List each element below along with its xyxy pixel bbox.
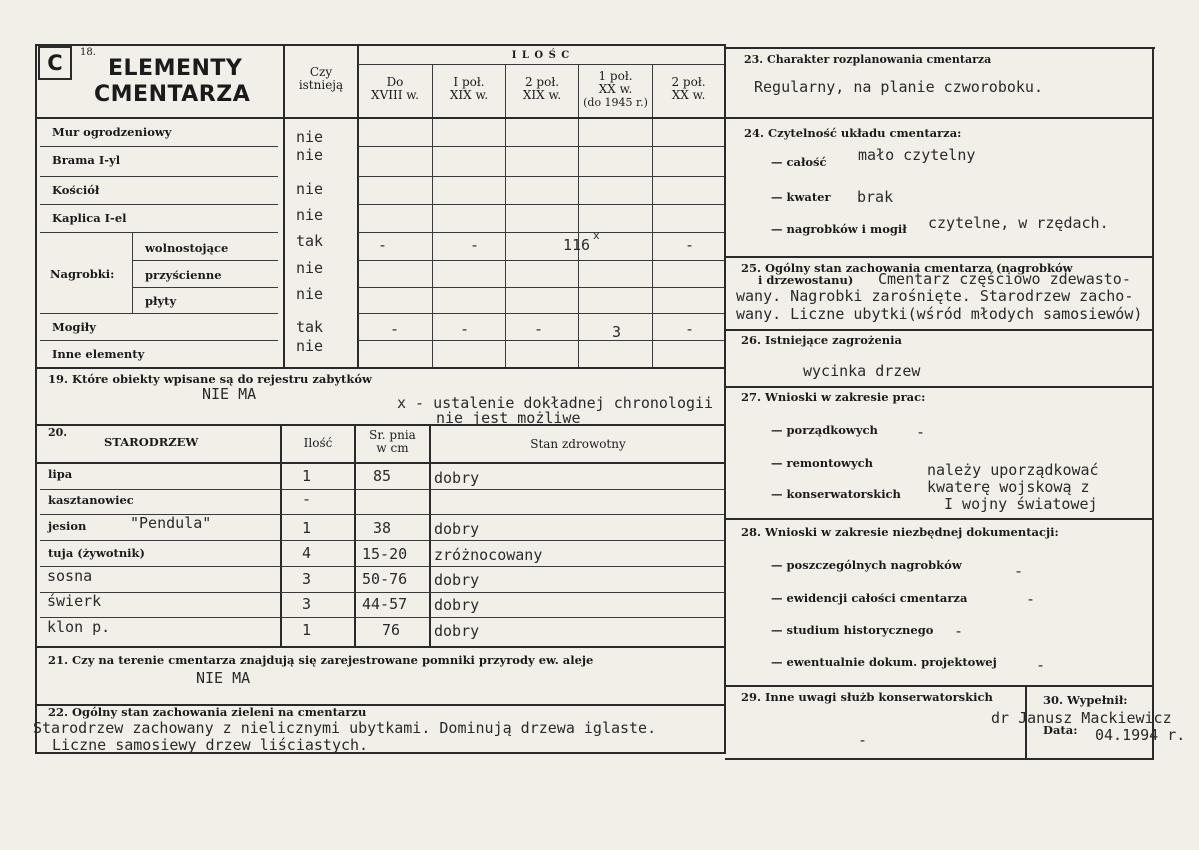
section-28-item-label: — studium historycznego	[771, 623, 934, 637]
value-mur: nie	[296, 128, 324, 146]
grid-line	[429, 424, 431, 646]
grid-line	[725, 256, 1153, 258]
frame-right	[1152, 47, 1154, 760]
qty-mogily-2pol-xx: -	[685, 320, 695, 338]
tree-qty: 1	[302, 621, 312, 639]
qty-mogily-1pol-xx: 3	[612, 323, 622, 341]
tree-qty: 4	[302, 544, 312, 562]
section-26-label: 26. Istniejące zagrożenia	[741, 333, 902, 347]
tree-qty: 1	[302, 467, 312, 485]
qty-wolno-footnote-mark: x	[593, 229, 600, 242]
section-28-item-label: — ewidencji całości cmentarza	[771, 591, 968, 605]
section-27-konserwatorskich-label: — konserwatorskich	[771, 487, 901, 501]
section-22-line1: Starodrzew zachowany z nielicznymi ubytkami. Dominują drzewa iglaste.	[33, 719, 657, 737]
section-20-number: 20.	[48, 426, 68, 439]
footnote-line2: nie jest możliwe	[436, 409, 581, 427]
section-28-item-value: -	[1036, 656, 1046, 674]
period-header: 2 poł. XIX w.	[522, 75, 562, 102]
value-brama: nie	[296, 146, 324, 164]
grid-line	[132, 233, 133, 313]
col-ilosc: Ilość	[303, 436, 333, 450]
section-28-item-label: — ewentualnie dokum. projektowej	[771, 655, 997, 669]
section-27-porzadkowych-value: -	[916, 423, 926, 441]
grid-line	[354, 424, 356, 646]
period-header: Do XVIII w.	[371, 75, 419, 102]
grid-line	[432, 64, 433, 367]
section-22-line2: Liczne samosiewy drzew liściastych.	[52, 736, 369, 754]
grid-line	[358, 340, 724, 341]
grid-line	[358, 176, 724, 177]
period-header: 1 poł. XX w. (do 1945 r.)	[583, 69, 648, 109]
qty-wolno-2pol-xix: 116	[563, 236, 591, 254]
card-letter-box: C	[38, 46, 72, 80]
grid-line	[725, 758, 1153, 760]
grid-line	[40, 204, 278, 205]
period-header: 2 poł. XX w.	[671, 75, 706, 102]
grid-line	[652, 64, 653, 367]
section-21-label: 21. Czy na terenie cmentarza znajdują się zarejestrowane pomniki przyrody ew. aleje	[48, 653, 594, 667]
section-24-calosc-label: — całość	[771, 155, 827, 169]
tree-health: dobry	[434, 469, 480, 487]
value-wolnostojace: tak	[296, 232, 324, 250]
section-23-label: 23. Charakter rozplanowania cmentarza	[744, 53, 992, 66]
value-plyty: nie	[296, 285, 324, 303]
value-kaplica: nie	[296, 206, 324, 224]
tree-health: dobry	[434, 520, 480, 538]
section-25-value-line2: wany. Nagrobki zarośnięte. Starodrzew zacho-	[736, 287, 1134, 305]
qty-wolno-1pol-xix: -	[470, 236, 480, 254]
tree-name: lipa	[48, 467, 73, 481]
grid-line	[358, 287, 724, 288]
tree-qty: 1	[302, 519, 312, 537]
section-24-label: 24. Czytelność układu cmentarza:	[744, 126, 962, 140]
row-label-brama: Brama I-yl	[52, 153, 121, 167]
section-26-value: wycinka drzew	[803, 362, 921, 380]
row-label-inne: Inne elementy	[52, 347, 145, 361]
grid-line	[725, 329, 1153, 331]
section-25-label-line2: i drzewostanu)	[758, 273, 854, 287]
section-25-value-line3: wany. Liczne ubytki(wśród młodych samosiewów)	[736, 305, 1143, 323]
tree-qty: 3	[302, 595, 312, 613]
tree-health: dobry	[434, 571, 480, 589]
section-24-nagrobkow-value: czytelne, w rzędach.	[928, 214, 1109, 232]
section-24-nagrobkow-label: — nagrobków i mogił	[771, 222, 907, 236]
grid-line	[133, 287, 278, 288]
section-23-value: Regularny, na planie czworoboku.	[754, 78, 1043, 96]
section-24-calosc-value: mało czytelny	[858, 146, 976, 164]
tree-diameter: 85	[373, 467, 392, 485]
exists-header: Czy istnieją	[298, 65, 344, 92]
grid-line	[40, 232, 278, 233]
section-24-kwater-label: — kwater	[771, 190, 831, 204]
row-label-kosciol: Kościół	[52, 183, 100, 197]
tree-name: tuja (żywotnik)	[48, 546, 145, 560]
section-25-value-line1: Cmentarz częściowo zdewasto-	[878, 270, 1131, 288]
section-28-item-label: — poszczególnych nagrobków	[771, 558, 962, 572]
tree-diameter: 38	[373, 519, 392, 537]
tree-qty: -	[302, 490, 312, 508]
grid-line	[358, 64, 724, 65]
row-label-przyscienne: przyścienne	[145, 268, 222, 282]
tree-health: dobry	[434, 622, 480, 640]
section-25-label-line1: 25. Ogólny stan zachowania cmentarza (nagrobków	[741, 261, 1073, 275]
section-title-line2: CMENTARZA	[94, 82, 251, 107]
grid-line	[283, 44, 285, 367]
date-value: 04.1994 r.	[1095, 726, 1186, 744]
qty-mogily-1pol-xix: -	[460, 320, 470, 338]
tree-name: jesion	[48, 519, 87, 533]
col-sr-pnia: Sr. pnia w cm	[369, 428, 416, 455]
grid-line	[40, 592, 725, 593]
grid-line	[35, 424, 725, 426]
grid-line	[35, 117, 725, 119]
grid-line	[358, 313, 724, 314]
tree-diameter: 15-20	[362, 545, 408, 563]
tree-diameter: 50-76	[362, 570, 408, 588]
date-label: Data:	[1043, 723, 1078, 737]
section-22-label: 22. Ogólny stan zachowania zieleni na cmentarzu	[48, 705, 367, 719]
value-inne: nie	[296, 337, 324, 355]
row-label-mur: Mur ogrodzeniowy	[52, 125, 172, 139]
col-stan-zdrowotny: Stan zdrowotny	[530, 437, 626, 451]
grid-line	[280, 424, 282, 646]
period-header: I poł. XIX w.	[449, 75, 489, 102]
footnote-line1: x - ustalenie dokładnej chronologii	[397, 394, 714, 412]
section-19-value: NIE MA	[202, 385, 257, 403]
section-29-value: -	[858, 731, 868, 749]
row-label-mogily: Mogiły	[52, 320, 96, 334]
section-27-remontowych-label: — remontowych	[771, 456, 874, 470]
row-label-kaplica: Kaplica I-el	[52, 211, 127, 225]
section-27-value-line1: należy uporządkować	[927, 461, 1099, 479]
grid-line	[40, 566, 725, 567]
tree-name: kasztanowiec	[48, 493, 134, 507]
quantity-header: I L O Ś C	[511, 50, 571, 61]
grid-line	[133, 260, 278, 261]
grid-line	[35, 462, 725, 464]
tree-health: zróżnocowany	[434, 546, 543, 564]
grid-line	[725, 518, 1153, 520]
grid-line	[725, 386, 1153, 388]
row-label-plyty: płyty	[145, 294, 177, 308]
section-19-label: 19. Które obiekty wpisane są do rejestru zabytków	[48, 372, 372, 386]
grid-line	[40, 489, 725, 490]
section-28-label: 28. Wnioski w zakresie niezbędnej dokumentacji:	[741, 525, 1059, 539]
tree-variety: "Pendula"	[130, 514, 212, 532]
row-label-nagrobki: Nagrobki:	[50, 267, 115, 281]
section-24-kwater-value: brak	[857, 188, 894, 206]
grid-line	[358, 146, 724, 147]
section-30-label: 30. Wypełnił:	[1043, 693, 1128, 707]
section-20-title: STARODRZEW	[104, 435, 199, 449]
section-number: 18.	[80, 47, 96, 58]
grid-line	[40, 146, 278, 147]
section-28-item-value: -	[954, 622, 964, 640]
grid-line	[725, 685, 1153, 687]
tree-diameter: 44-57	[362, 595, 408, 613]
section-27-value-line3: I wojny światowej	[944, 495, 1098, 513]
section-27-value-line2: kwaterę wojskową z	[927, 478, 1090, 496]
grid-line	[40, 340, 278, 341]
grid-line	[40, 176, 278, 177]
section-28-item-value: -	[1026, 590, 1036, 608]
value-przyscienne: nie	[296, 259, 324, 277]
qty-wolno-2pol-xx: -	[685, 236, 695, 254]
qty-mogily-2pol-xix: -	[534, 320, 544, 338]
grid-line	[35, 646, 725, 648]
grid-line	[358, 232, 724, 233]
tree-name: klon p.	[47, 618, 111, 636]
qty-mogily-xviii: -	[390, 320, 400, 338]
section-29-label: 29. Inne uwagi służb konserwatorskich	[741, 690, 993, 704]
grid-line	[505, 64, 506, 367]
row-label-wolnostojace: wolnostojące	[145, 241, 229, 255]
tree-qty: 3	[302, 570, 312, 588]
tree-name: świerk	[47, 592, 102, 610]
tree-health: dobry	[434, 596, 480, 614]
tree-diameter: 76	[382, 621, 401, 639]
frame-top-left	[35, 44, 725, 46]
qty-wolno-xviii: -	[378, 236, 388, 254]
filled-by-name: dr Janusz Mackiewicz	[991, 709, 1172, 727]
section-27-label: 27. Wnioski w zakresie prac:	[741, 390, 926, 404]
section-title-line1: ELEMENTY	[108, 56, 243, 81]
tree-name: sosna	[47, 567, 93, 585]
grid-line	[725, 117, 1153, 119]
grid-line	[725, 47, 1155, 49]
value-mogily: tak	[296, 318, 324, 336]
grid-line	[35, 367, 725, 369]
grid-line	[358, 260, 724, 261]
section-28-item-value: -	[1014, 562, 1024, 580]
value-kosciol: nie	[296, 180, 324, 198]
grid-line	[40, 540, 725, 541]
grid-line	[358, 204, 724, 205]
section-21-value: NIE MA	[196, 669, 251, 687]
section-27-porzadkowych-label: — porządkowych	[771, 423, 878, 437]
grid-line	[40, 313, 278, 314]
grid-line	[578, 64, 579, 367]
grid-line	[40, 617, 725, 618]
